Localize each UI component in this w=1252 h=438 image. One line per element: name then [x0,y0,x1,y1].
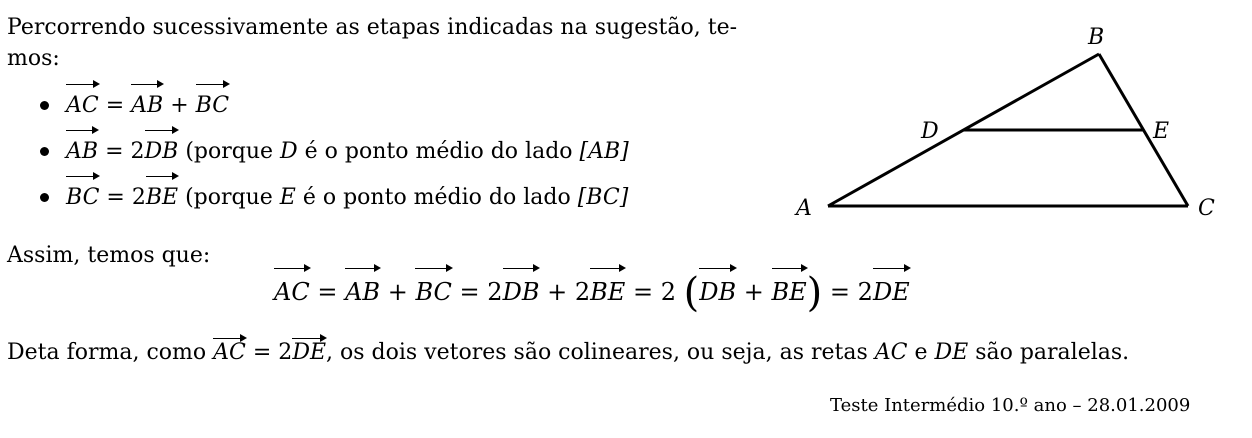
vector: BC [66,178,99,218]
coefficient: 2 [660,278,676,306]
conclusion-and: e [907,340,935,365]
conclusion-equals: = 2 [245,340,293,365]
vector: AC [274,270,310,314]
label-e: E [1153,119,1170,144]
coefficient: 2 [487,278,503,306]
bullet-list [38,86,629,224]
vector: BE [590,270,625,314]
label-a: A [796,196,812,221]
vector: DB [699,270,736,314]
vector: BE [772,270,807,314]
vector: DE [292,340,327,365]
bullet-dot-icon [40,193,49,202]
vector: BC [415,270,451,314]
bullet-item-1: AC = AB + BC [38,86,629,132]
coefficient: 2 [857,278,873,306]
display-equation: AC = AB + BC = 2DB + 2BE = 2 (DB + BE) = 2DE [274,270,910,316]
vector: AC [66,86,99,126]
coefficient: 2 [131,185,146,210]
triangle-figure [780,15,1230,230]
bullet-dot-icon [40,147,49,156]
vector: AB [66,132,98,172]
note-middle: é o ponto médio do lado [297,139,580,164]
line-name: DE [934,340,969,365]
line-name: AC [874,340,908,365]
assim-text: Assim, temos que: [7,243,211,268]
vector: BC [196,86,229,126]
vector: BE [146,178,178,218]
point-name: D [280,139,298,164]
segment-name: [BC] [577,185,629,210]
vector: AB [345,270,380,314]
note-prefix: (porque [185,139,281,164]
label-d: D [921,119,939,144]
segment-name: [AB] [579,139,629,164]
conclusion-suffix: são paralelas. [968,340,1130,365]
vector: AB [131,86,163,126]
left-paren: ( [683,270,700,316]
conclusion-text [7,340,1129,365]
bullet-item-3: BC = 2BE (porque E é o ponto médio do lado [BC] [38,178,629,224]
intro-paragraph [7,12,767,74]
note-middle: é o ponto médio do lado [295,185,578,210]
vector: DE [873,270,910,314]
intro-line-1: Percorrendo sucessivamente as etapas indicadas na sugestão, te- [7,15,738,40]
conclusion-prefix: Deta forma, como [7,340,214,365]
conclusion-middle: , os dois vetores são colineares, ou seja, as retas [326,340,875,365]
point-name: E [279,185,296,210]
bullet-item-2: AB = 2DB (porque D é o ponto médio do lado [AB] [38,132,629,178]
intro-line-2: mos: [7,46,60,71]
label-c: C [1198,196,1215,221]
coefficient: 2 [130,139,145,164]
bullet-dot-icon [40,101,49,110]
label-b: B [1088,25,1105,50]
coefficient: 2 [574,278,591,306]
vector: DB [145,132,179,172]
note-prefix: (porque [185,185,280,210]
vector: DB [503,270,540,314]
right-paren: ) [806,270,823,316]
source-footer: Teste Intermédio 10.º ano – 28.01.2009 [830,395,1191,416]
vector: AC [213,340,246,365]
operator: + [170,93,189,118]
